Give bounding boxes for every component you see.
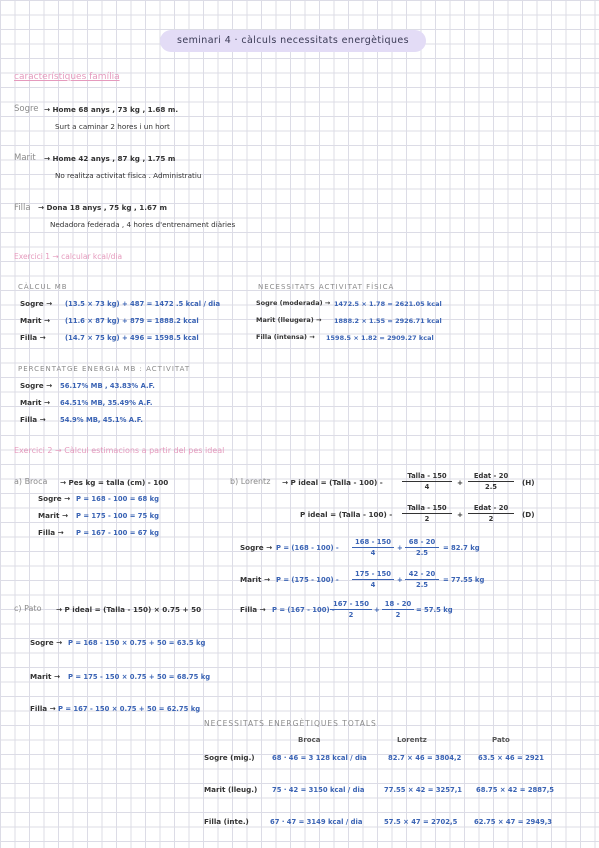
frac-denominator: 2.5	[415, 581, 429, 589]
lorentz-row-label: Sogre →	[240, 543, 273, 552]
totals-cell: 63.5 × 46 = 2921	[478, 754, 545, 762]
frac-denominator: 2.5	[415, 549, 429, 557]
broca-row-value: P = 167 - 100 = 67 kg	[76, 529, 159, 537]
pct-row-value: 54.9% MB, 45.1% A.F.	[60, 416, 143, 424]
totals-row-label: Filla (inte.)	[204, 817, 249, 826]
pct-row-label: Sogre →	[20, 381, 53, 390]
person-activity: No realitza activitat física . Administratiu	[55, 171, 202, 180]
totals-cell: 68 · 46 = 3 128 kcal / dia	[272, 754, 367, 762]
lorentz-formula-d-prefix: P ideal = (Talla - 100) -	[300, 510, 393, 519]
pct-heading: PERCENTATGE ENERGIA MB : ACTIVITAT	[18, 365, 191, 373]
person-activity: Nedadora federada , 4 hores d'entrenament diàries	[50, 220, 236, 229]
lorentz-row-prefix: P = (168 - 100) -	[276, 544, 339, 552]
section-heading-characteristics: característiques família	[14, 72, 120, 82]
frac-numerator: Talla - 150	[402, 504, 452, 514]
frac-numerator: Talla - 150	[402, 472, 452, 482]
lorentz-row-label: Filla →	[240, 605, 266, 614]
af-heading: NECESSITATS ACTIVITAT FÍSICA	[258, 283, 395, 291]
person-name: Filla	[14, 203, 31, 213]
plus-sign: +	[397, 576, 403, 584]
mb-row-value: (14.7 × 75 kg) + 496 = 1598.5 kcal	[65, 334, 199, 342]
frac-numerator: 42 - 20	[405, 570, 439, 580]
totals-col-lorentz: Lorentz	[397, 736, 427, 744]
lorentz-formula-h-frac2	[468, 472, 514, 491]
frac-denominator: 2	[348, 611, 354, 619]
pct-row-value: 64.51% MB, 35.49% A.F.	[60, 399, 153, 407]
broca-row-value: P = 168 - 100 = 68 kg	[76, 495, 159, 503]
frac-denominator: 2	[395, 611, 401, 619]
lorentz-row-result: = 77.55 kg	[443, 576, 485, 584]
totals-cell: 62.75 × 47 = 2949,3	[474, 818, 553, 826]
totals-heading: NECESSITATS ENERGÈTIQUES TOTALS	[204, 719, 377, 728]
pato-row-value: P = 175 - 150 × 0.75 + 50 = 68.75 kg	[68, 673, 211, 681]
lorentz-marit-frac2	[405, 570, 439, 589]
lorentz-row-label: Marit →	[240, 575, 270, 584]
lorentz-sogre-frac1	[352, 538, 394, 557]
frac-denominator: 2	[424, 515, 430, 523]
formula-tag-h: (H)	[522, 478, 535, 487]
frac-numerator: 167 - 150	[330, 600, 372, 610]
frac-denominator: 4	[424, 483, 430, 491]
pato-row-value: P = 167 - 150 × 0.75 + 50 = 62.75 kg	[58, 705, 201, 713]
lorentz-formula-h-prefix: → P ideal = (Talla - 100) -	[282, 478, 383, 487]
lorentz-marit-frac1	[352, 570, 394, 589]
lorentz-filla-frac1	[330, 600, 372, 619]
broca-row-label: Sogre →	[38, 494, 71, 503]
person-details: → Home 68 anys , 73 kg , 1.68 m.	[44, 105, 179, 114]
frac-numerator: 68 - 20	[405, 538, 439, 548]
mb-heading: CÀLCUL MB	[18, 283, 68, 291]
person-name: Sogre	[14, 104, 39, 114]
broca-row-label: Filla →	[38, 528, 64, 537]
formula-tag-d: (D)	[522, 510, 535, 519]
person-name: Marit	[14, 153, 36, 163]
pato-row-label: Marit →	[30, 672, 60, 681]
lorentz-row-prefix: P = (167 - 100) -	[272, 606, 335, 614]
totals-cell: 82.7 × 46 = 3804,2	[388, 754, 462, 762]
mb-row-value: (11.6 × 87 kg) + 879 = 1888.2 kcal	[65, 317, 199, 325]
frac-denominator: 2	[488, 515, 494, 523]
plus-sign: +	[374, 606, 380, 614]
pato-row-value: P = 168 - 150 × 0.75 + 50 = 63.5 kg	[68, 639, 206, 647]
lorentz-row-prefix: P = (175 - 100) -	[276, 576, 339, 584]
frac-denominator: 2.5	[484, 483, 498, 491]
frac-numerator: Edat - 20	[468, 504, 514, 514]
mb-row-label: Filla →	[20, 333, 46, 342]
pct-row-value: 56.17% MB , 43.83% A.F.	[60, 382, 155, 390]
lorentz-formula-d-frac1	[402, 504, 452, 523]
af-row-value: 1472.5 × 1.78 = 2621.05 kcal	[334, 300, 442, 308]
lorentz-filla-frac2	[382, 600, 414, 619]
broca-row-label: Marit →	[38, 511, 68, 520]
pato-row-label: Filla →	[30, 704, 56, 713]
totals-col-pato: Pato	[492, 736, 510, 744]
totals-cell: 75 · 42 = 3150 kcal / dia	[272, 786, 365, 794]
frac-numerator: 168 - 150	[352, 538, 394, 548]
totals-cell: 57.5 × 47 = 2702,5	[384, 818, 458, 826]
totals-cell: 68.75 × 42 = 2887,5	[476, 786, 555, 794]
person-details: → Dona 18 anys , 75 kg , 1.67 m	[38, 203, 167, 212]
broca-label: a) Broca	[14, 477, 48, 486]
totals-col-broca: Broca	[298, 736, 321, 744]
person-details: → Home 42 anys , 87 kg , 1.75 m	[44, 154, 176, 163]
pato-row-label: Sogre →	[30, 638, 63, 647]
pato-formula: → P ideal = (Talla - 150) × 0.75 + 50	[56, 605, 202, 614]
af-row-label: Filla (intensa) →	[256, 333, 315, 341]
lorentz-label: b) Lorentz	[230, 477, 271, 486]
totals-row-label: Sogre (mig.)	[204, 753, 255, 762]
frac-denominator: 4	[370, 581, 376, 589]
pct-row-label: Filla →	[20, 415, 46, 424]
mb-row-value: (13.5 × 73 kg) + 487 = 1472 .5 kcal / dia	[65, 300, 221, 308]
plus-sign: +	[397, 544, 403, 552]
totals-cell: 77.55 × 42 = 3257,1	[384, 786, 463, 794]
frac-numerator: Edat - 20	[468, 472, 514, 482]
frac-numerator: 175 - 150	[352, 570, 394, 580]
broca-row-value: P = 175 - 100 = 75 kg	[76, 512, 159, 520]
totals-row-label: Marit (lleug.)	[204, 785, 258, 794]
exercise2-heading: Exercici 2 → Càlcul estimacions a partir del pes ideal	[14, 446, 225, 455]
mb-row-label: Marit →	[20, 316, 50, 325]
page-title: seminari 4 · càlculs necessitats energètiques	[160, 30, 426, 52]
lorentz-row-result: = 57.5 kg	[416, 606, 453, 614]
af-row-value: 1888.2 × 1.55 = 2926.71 kcal	[334, 317, 442, 325]
plus-sign: +	[457, 478, 464, 487]
lorentz-row-result: = 82.7 kg	[443, 544, 480, 552]
mb-row-label: Sogre →	[20, 299, 53, 308]
exercise1-heading: Exercici 1 → calcular kcal/dia	[14, 252, 123, 261]
broca-formula: → Pes kg = talla (cm) - 100	[60, 478, 169, 487]
af-row-label: Sogre (moderada) →	[256, 299, 331, 307]
lorentz-sogre-frac2	[405, 538, 439, 557]
lorentz-formula-d-frac2	[468, 504, 514, 523]
plus-sign: +	[457, 510, 464, 519]
person-activity: Surt a caminar 2 hores i un hort	[55, 122, 170, 131]
totals-cell: 67 · 47 = 3149 kcal / dia	[270, 818, 363, 826]
af-row-value: 1598.5 × 1.82 = 2909.27 kcal	[326, 334, 434, 342]
lorentz-formula-h-frac1	[402, 472, 452, 491]
af-row-label: Marit (lleugera) →	[256, 316, 322, 324]
pato-label: c) Pato	[14, 604, 42, 613]
frac-numerator: 18 - 20	[382, 600, 414, 610]
pct-row-label: Marit →	[20, 398, 50, 407]
frac-denominator: 4	[370, 549, 376, 557]
